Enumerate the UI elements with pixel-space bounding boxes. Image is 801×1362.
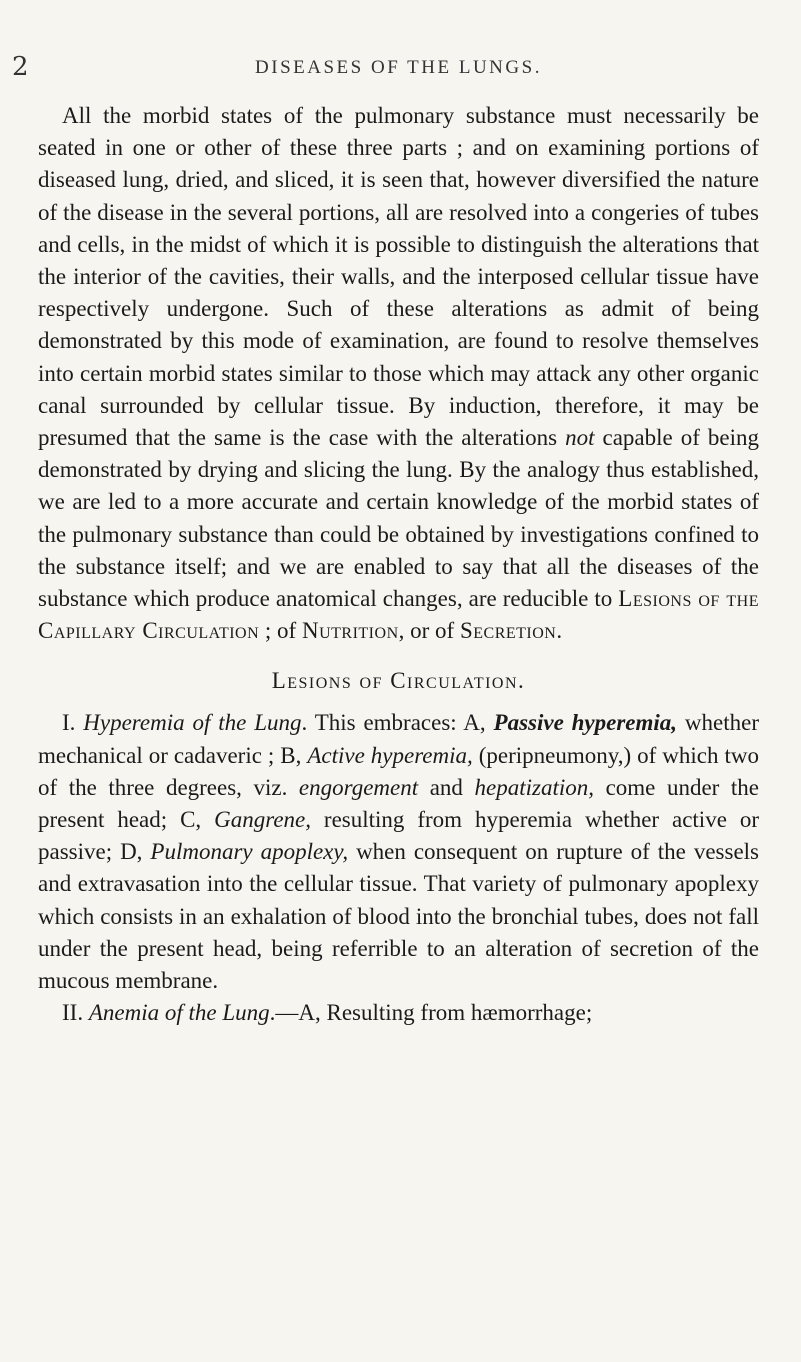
term-hepatization: hepatization,: [474, 774, 594, 800]
page-number: 2: [12, 52, 29, 82]
paragraph-text: resulting from hyperemia whether active or passive; D,: [38, 807, 759, 865]
term-nutrition: Nutrition: [301, 618, 399, 644]
term-active-hyperemia: Active hyperemia,: [307, 742, 473, 768]
paragraph-text: . This embraces: A,: [301, 710, 494, 736]
paragraph-text: (peripneumony,) of which two of the three degrees, viz.: [38, 742, 759, 800]
paragraph-text: capable of being demonstrated by drying and slicing the lung. By the analogy thus established, we are led to a more accurate and certain knowledge of the morbid states of the pulmonary substance than could be obtained by investigations confined to the substance itself; and we are enabled to say that all the diseases of the substance which produce anatomical changes, are reducible to: [38, 425, 760, 612]
separator: , or of: [398, 618, 460, 644]
section-number: II.: [62, 1000, 89, 1026]
section-heading: Lesions of Circulation.: [271, 668, 526, 694]
subheading-hyperemia: Hyperemia of the Lung: [83, 710, 302, 736]
term-secretion: Secretion: [459, 618, 557, 644]
paragraph-text: whether mechanical or cadaveric ; B,: [38, 710, 759, 768]
term-passive-hyperemia: Passive hyperemia,: [493, 710, 678, 736]
section-number: I.: [62, 710, 84, 736]
paragraph-text: .—A, Resulting from hæmorrhage;: [269, 1000, 593, 1026]
term-pulmonary-apoplexy: Pulmonary apoplexy,: [150, 839, 349, 865]
paragraph-text: when consequent on rupture of the vessels and extravasation into the cellular tissue. That variety of pulmonary apoplexy which consists in an exhalation of blood into the bronchial tubes, does not fall under the present head, being referrible to an alteration of secretion of the mucous membrane.: [38, 839, 759, 994]
paragraph-anemia: [38, 997, 759, 1029]
running-head: DISEASES OF THE LUNGS.: [255, 57, 542, 78]
term-engorgement: engorgement: [298, 774, 419, 800]
paragraph-text: come under the present head; C,: [38, 774, 759, 833]
paragraph-hyperemia: [38, 707, 759, 997]
emphasis-not: not: [565, 425, 595, 451]
term-capillary-circulation: Lesions of the Capillary Circulation: [38, 586, 759, 644]
paragraph-morbid-states: [38, 100, 759, 647]
subheading-anemia: Anemia of the Lung: [88, 1000, 270, 1026]
paragraph-end: .: [556, 618, 563, 644]
term-gangrene: Gangrene,: [214, 807, 311, 833]
paragraph-text: and: [418, 774, 475, 800]
paragraph-text: All the morbid states of the pulmonary substance must necessarily be seated in one or other of these three parts ; and on examining portions of diseased lung, dried, and sliced, it is seen that, however diversified the nature of the disease in the several portions, all are resolved into a congeries of tubes and cells, in the midst of which it is possible to distinguish the alterations that the interior of the cavities, their walls, and the interposed cellular tissue have respectively undergone. Such of these alterations as admit of being demonstrated by this mode of examination, are found to resolve themselves into certain morbid states similar to those which may attack any other organic canal surrounded by cellular tissue. By induction, therefore, it may be presumed that the same is the case with the alterations: [38, 103, 759, 451]
separator: ; of: [259, 618, 302, 644]
